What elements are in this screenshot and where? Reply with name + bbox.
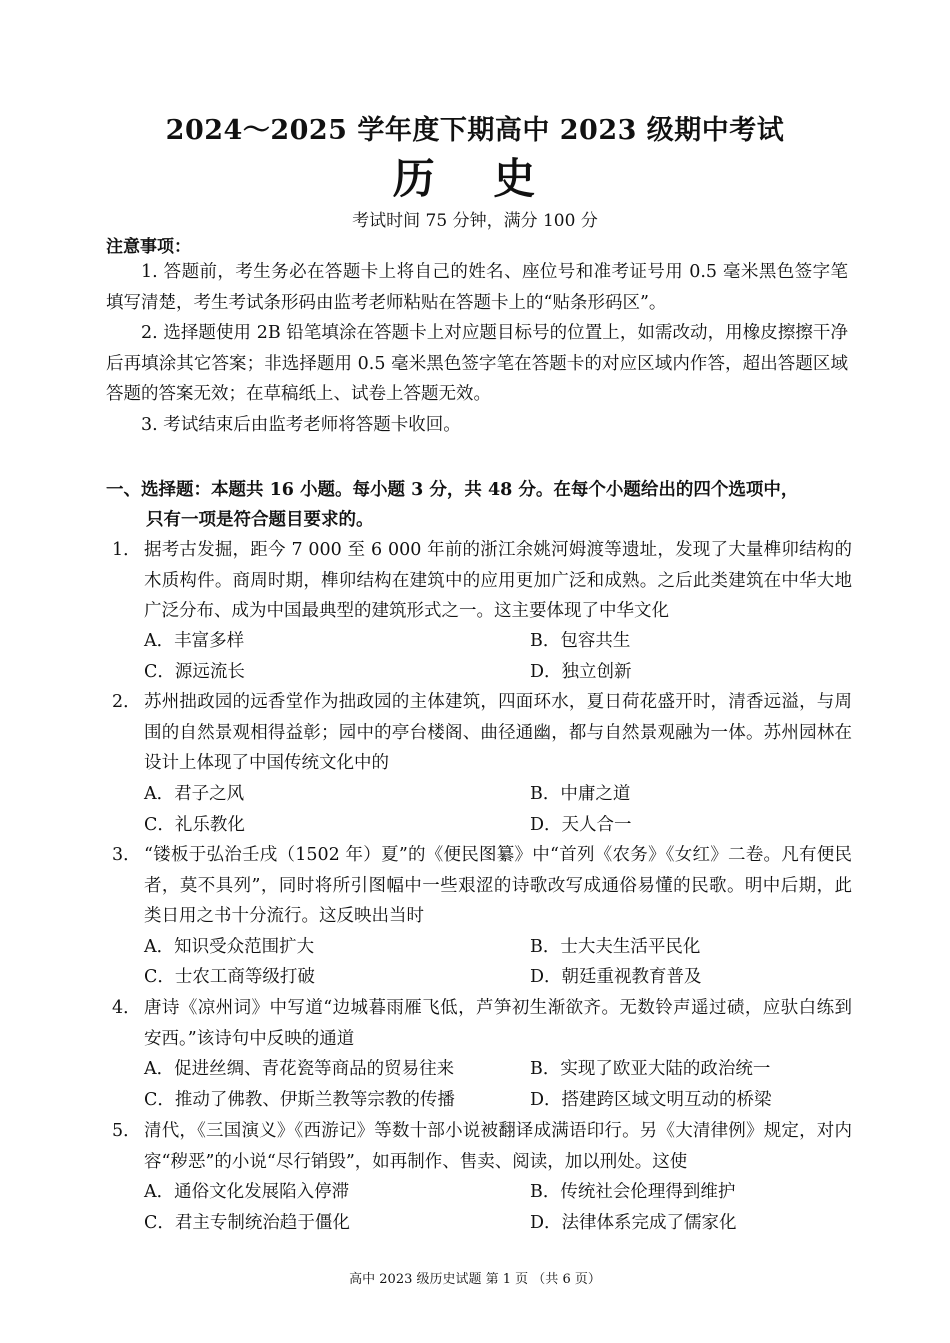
- question-number: 4．: [112, 998, 141, 1018]
- question-5: [112, 1116, 852, 1177]
- note-item-1: 1. 答题前，考生务必在答题卡上将自己的姓名、座位号和准考证号用 0.5 毫米黑色签字笔填写清楚，考生考试条形码由监考老师粘贴在答题卡上的“贴条形码区”。: [106, 262, 848, 313]
- question-3: [112, 840, 852, 932]
- option-a: A．君子之风: [144, 784, 245, 804]
- option-d: D．朝廷重视教育普及: [530, 967, 702, 987]
- exam-time-info: 考试时间 75 分钟，满分 100 分: [352, 211, 598, 231]
- option-c: C．礼乐教化: [144, 815, 245, 835]
- option-c: C．君主专制统治趋于僵化: [144, 1213, 350, 1233]
- section-heading-line-2: 只有一项是符合题目要求的。: [146, 510, 374, 530]
- question-stem: 清代，《三国演义》《西游记》等数十部小说被翻译成满语印行。另《大清律例》规定，对内容“秽恶”的小说“尽行销毁”，如再制作、售卖、阅读，加以刑处。这使: [144, 1121, 852, 1172]
- option-a: A．通俗文化发展陷入停滞: [144, 1182, 350, 1202]
- note-item-3: 3. 考试结束后由监考老师将答题卡收回。: [141, 415, 461, 435]
- page-footer: 高中 2023 级历史试题 第 1 页 （共 6 页）: [349, 1272, 601, 1287]
- section-heading-line-1: 一、选择题：本题共 16 小题。每小题 3 分，共 48 分。在每个小题给出的四个选项中，: [106, 480, 799, 500]
- question-stem: 唐诗《凉州词》中写道“边城暮雨雁飞低，芦笋初生渐欲齐。无数铃声遥过碛，应驮白练到安西。”该诗句中反映的通道: [144, 998, 852, 1049]
- question-number: 1．: [112, 540, 141, 560]
- option-a: A．丰富多样: [144, 631, 245, 651]
- question-2: [112, 687, 852, 779]
- notes-heading: 注意事项：: [106, 237, 191, 257]
- question-1: [112, 535, 852, 627]
- option-b: B．实现了欧亚大陆的政治统一: [530, 1059, 771, 1079]
- option-d: D．搭建跨区域文明互动的桥梁: [530, 1090, 772, 1110]
- option-c: C．推动了佛教、伊斯兰教等宗教的传播: [144, 1090, 455, 1110]
- note-item-2: 2. 选择题使用 2B 铅笔填涂在答题卡上对应题目标号的位置上，如需改动，用橡皮擦擦干净后再填涂其它答案；非选择题用 0.5 毫米黑色签字笔在答题卡的对应区域内作答，超出答题区域答题的答案无效；在草稿纸上、试卷上答题无效。: [106, 323, 848, 404]
- option-b: B．传统社会伦理得到维护: [530, 1182, 736, 1202]
- option-b: B．包容共生: [530, 631, 631, 651]
- question-number: 2．: [112, 692, 141, 712]
- option-b: B．士大夫生活平民化: [530, 937, 701, 957]
- question-number: 3．: [112, 845, 141, 865]
- option-d: D．法律体系完成了儒家化: [530, 1213, 737, 1233]
- question-stem: 苏州拙政园的远香堂作为拙政园的主体建筑，四面环水，夏日荷花盛开时，清香远溢，与周围的自然景观相得益彰；园中的亭台楼阁、曲径通幽，都与自然景观融为一体。苏州园林在设计上体现了中国传统文化中的: [144, 692, 852, 773]
- exam-title: 2024～2025 学年度下期高中 2023 级期中考试: [165, 115, 785, 146]
- option-d: D．天人合一: [530, 815, 632, 835]
- option-c: C．士农工商等级打破: [144, 967, 315, 987]
- question-stem: “镂板于弘治壬戌（1502 年）夏”的《便民图纂》中“首列《农务》《女红》二卷。凡有便民者，莫不具列”，同时将所引图幅中一些艰涩的诗歌改写成通俗易懂的民歌。明中后期，此类日用之书十分流行。这反映出当时: [144, 845, 852, 926]
- option-a: A．知识受众范围扩大: [144, 937, 315, 957]
- subject-title: 历 史: [392, 154, 558, 203]
- question-stem: 据考古发掘，距今 7 000 至 6 000 年前的浙江余姚河姆渡等遗址，发现了大量榫卯结构的木质构件。商周时期，榫卯结构在建筑中的应用更加广泛和成熟。之后此类建筑在中华大地广泛分布、成为中国最典型的建筑形式之一。这主要体现了中华文化: [144, 540, 852, 621]
- option-b: B．中庸之道: [530, 784, 631, 804]
- option-d: D．独立创新: [530, 662, 632, 682]
- question-number: 5．: [112, 1121, 141, 1141]
- question-4: [112, 993, 852, 1054]
- option-c: C．源远流长: [144, 662, 245, 682]
- option-a: A．促进丝绸、青花瓷等商品的贸易往来: [144, 1059, 455, 1079]
